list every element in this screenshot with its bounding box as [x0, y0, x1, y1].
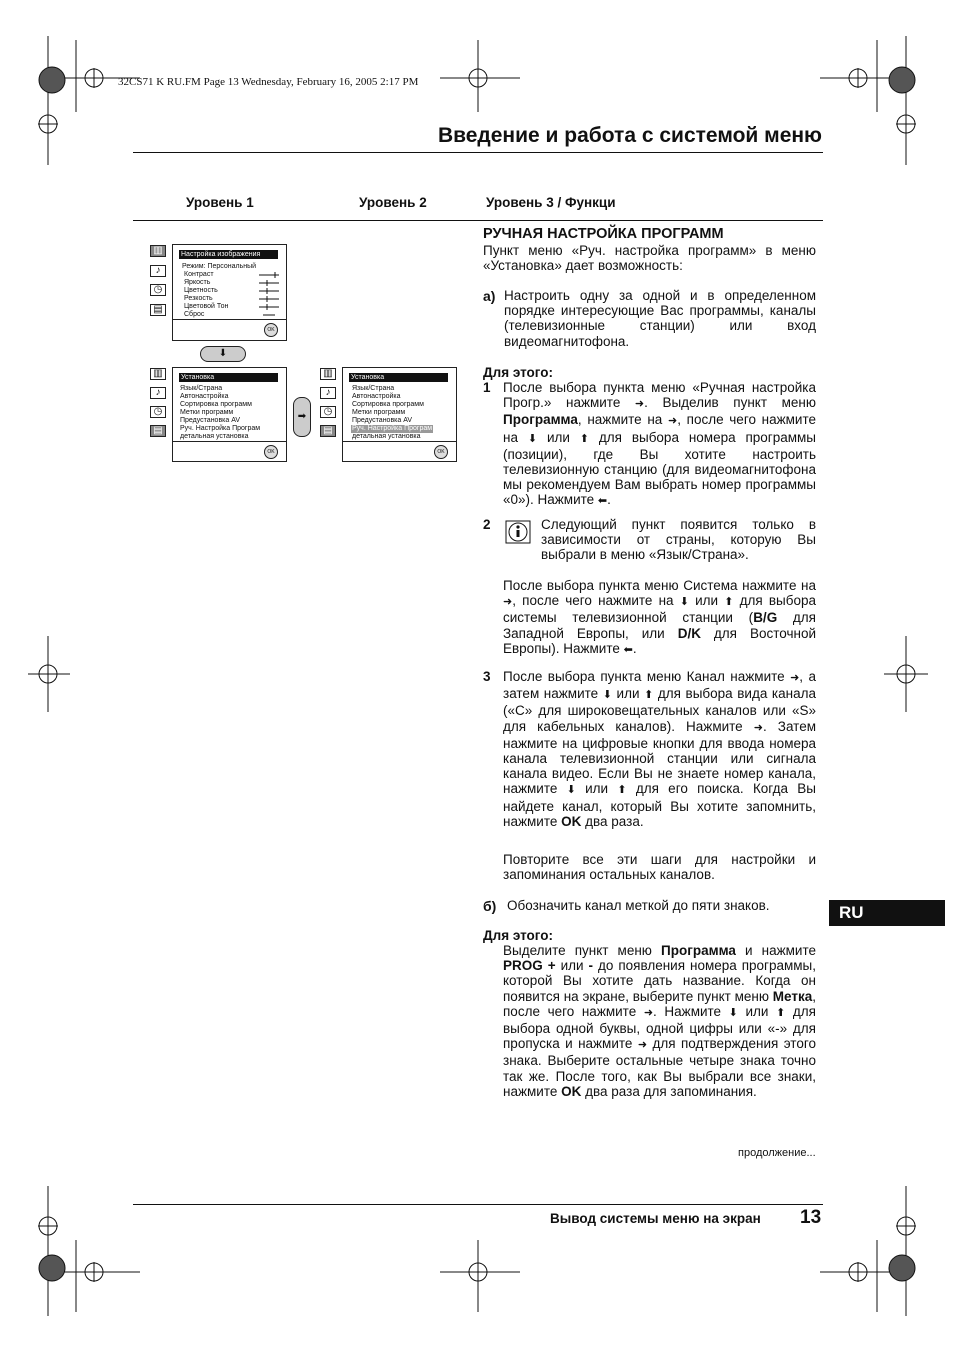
timer-icon: ◷: [150, 406, 166, 418]
title-rule: [133, 152, 823, 153]
menu-item: Сброс: [184, 311, 205, 318]
timer-icon: ◷: [320, 406, 336, 418]
down-arrow-button: ⬇: [200, 346, 246, 362]
step-3-number: 3: [483, 669, 491, 684]
item-a-label: а): [483, 288, 496, 304]
menu-panel: [172, 367, 287, 462]
menu-item: Автонастройка: [180, 393, 229, 400]
sound-icon: ♪: [320, 387, 336, 399]
down-arrow-icon: ⬇: [602, 689, 612, 702]
picture-icon: ▥: [320, 368, 336, 380]
menu-panel: [172, 244, 287, 341]
level-2-label: Уровень 2: [359, 195, 427, 210]
step-1-number: 1: [483, 380, 491, 395]
up-arrow-icon: ⬆: [644, 689, 654, 702]
continued-note: продолжение...: [738, 1147, 816, 1159]
page-number: 13: [800, 1207, 822, 1228]
language-tab-ru: RU: [829, 900, 945, 926]
menu-item: Сортировка программ: [352, 401, 424, 408]
slider-bars: [255, 271, 283, 317]
down-arrow-icon: ⬇: [566, 784, 576, 797]
repeat-text: Повторите все эти шаги для настройки и запоминания остальных каналов.: [503, 852, 816, 883]
menu-item: Язык/Страна: [180, 385, 223, 392]
menu-item: Автонастройка: [352, 393, 401, 400]
up-arrow-icon: ⬆: [776, 1006, 786, 1019]
left-arrow-icon: ⬅: [623, 643, 633, 656]
for-this-heading-2: Для этого:: [483, 928, 553, 943]
setup-icon: ▤: [320, 425, 336, 437]
for-this-heading: Для этого:: [483, 365, 553, 380]
step-2-text: После выбора пункта меню Система нажмите на ➜, после чего нажмите на ⬇ или ⬆ для выбора системы телевизионной станции (B/G для Западной Европы, или D/K для Восточной Европы). Нажмите ⬅.: [503, 578, 817, 656]
level-3-label: Уровень 3 / Функци: [486, 195, 616, 210]
ok-button-icon: OK: [264, 323, 278, 337]
menu-item-selected: Руч. Настройка Програм: [352, 425, 433, 432]
right-arrow-icon: ➜: [790, 672, 800, 684]
right-arrow-icon: ➜: [753, 721, 763, 734]
right-arrow-icon: ➜: [668, 415, 678, 428]
menu-item: Метки программ: [352, 409, 406, 416]
levels-rule: [133, 220, 823, 221]
item-b-instructions: Выделите пункт меню Программа и нажмите PROG + или - до появления номера программы, которой Вы хотите дать название. Когда он появится на экране, выберите пункт меню Метка, после чего нажмите ➜. Нажмите ⬇ или ⬆ для выбора одной буквы, одной цифры или «-» для пропуска и нажмите ➜ для подтверждения этого знака. Выберите остальные четыре знака точно так же. После того, как Вы выбрали все знаки, нажмите OK два раза для запоминания.: [503, 943, 817, 1099]
menu-item: детальная установка: [352, 433, 421, 440]
file-meta: 32CS71 K RU.FM Page 13 Wednesday, February 16, 2005 2:17 PM: [118, 76, 419, 88]
up-arrow-icon: ⬆: [617, 784, 627, 797]
down-arrow-icon: ⬇: [527, 432, 538, 445]
menu-item: Предустановка AV: [352, 417, 413, 424]
item-b-text: Обозначить канал меткой до пяти знаков.: [507, 898, 770, 913]
setup-icon: ▤: [150, 425, 166, 437]
menu-item: Яркость: [184, 279, 211, 286]
menu-item: Режим: Персональный: [182, 263, 257, 270]
step-2-info: Следующий пункт появится только в зависимости от страны, которую Вы выбрали в меню «Язык/Страна».: [541, 517, 816, 563]
picture-icon: ▥: [150, 368, 166, 380]
step-2-number: 2: [483, 517, 491, 532]
info-icon: [505, 520, 531, 544]
menu-item: детальная установка: [180, 433, 249, 440]
menu-screen-setup-selected: [319, 367, 459, 462]
menu-item: Руч. Настройка Програм: [180, 425, 261, 432]
item-a-text: Настроить одну за одной и в определенном порядке интересующие Вас программы, каналы (телевизионные станции) или вход видеомагнитофона.: [504, 288, 816, 349]
picture-icon: ▥: [150, 245, 166, 257]
menu-item: Язык/Страна: [352, 385, 395, 392]
up-arrow-icon: ⬆: [579, 432, 589, 445]
ok-button-icon: OK: [434, 445, 448, 459]
down-arrow-icon: ⬇: [679, 596, 689, 609]
right-arrow-icon: ➜: [637, 1039, 648, 1052]
menu-header: Установка: [179, 373, 278, 382]
menu-header: Установка: [349, 373, 448, 382]
intro-paragraph: Пункт меню «Руч. настройка программ» в меню «Установка» дает возможность:: [483, 243, 816, 274]
menu-header: Настройка изображения: [179, 250, 278, 259]
footer-rule: [133, 1204, 823, 1205]
level-1-label: Уровень 1: [186, 195, 254, 210]
section-title: РУЧНАЯ НАСТРОЙКА ПРОГРАММ: [483, 226, 724, 242]
right-arrow-icon: ➜: [643, 1006, 654, 1019]
item-b-label: б): [483, 898, 497, 914]
menu-item: Контраст: [184, 271, 214, 278]
menu-item: Резкость: [184, 295, 213, 302]
step-1-text: После выбора пункта меню «Ручная настройка Прогр.» нажмите ➜. Выделив пункт меню Программа, нажмите на ➜, после чего нажмите на ⬇ или ⬆ для выбора номера программы (позиции), где Вы хотите настроить телевизионную станцию (для видеомагнитофона мы рекомендуем Вам выбрать номер программы «0»). Нажмите ⬅.: [503, 380, 816, 508]
menu-panel: [342, 367, 457, 462]
menu-item: Цветность: [184, 287, 218, 294]
ok-button-icon: OK: [264, 445, 278, 459]
menu-screen-picture: [149, 244, 289, 342]
right-arrow-icon: ➜: [634, 398, 645, 411]
menu-item: Метки программ: [180, 409, 234, 416]
page-title: Введение и работа с системой меню: [437, 124, 822, 147]
left-arrow-icon: ⬅: [597, 495, 608, 508]
right-arrow-icon: ➜: [503, 596, 513, 609]
right-arrow-button: ➡: [293, 397, 311, 437]
menu-item: Цветовой Тон: [184, 303, 229, 310]
timer-icon: ◷: [150, 284, 166, 296]
footer-section-name: Вывод системы меню на экран: [550, 1211, 761, 1226]
step-3-text: После выбора пункта меню Канал нажмите ➜, а затем нажмите ⬇ или ⬆ для выбора вида канала («C» для широковещательных каналов или «S» для кабельных каналов). Нажмите ➜. Затем нажмите на цифровые кнопки для ввода номера канала телевизионной станции или сигнала канала видео. Если Вы не знаете номер канала, нажмите ⬇ или ⬆ для его поиска. Когда Вы найдете канал, который Вы хотите запомнить, нажмите OK два раза.: [503, 669, 816, 829]
sound-icon: ♪: [150, 387, 166, 399]
menu-screen-setup: [149, 367, 289, 462]
sound-icon: ♪: [150, 265, 166, 277]
menu-item: Предустановка AV: [180, 417, 241, 424]
up-arrow-icon: ⬆: [724, 596, 734, 609]
down-arrow-icon: ⬇: [728, 1006, 738, 1019]
setup-icon: ▤: [150, 304, 166, 316]
menu-item: Сортировка программ: [180, 401, 252, 408]
